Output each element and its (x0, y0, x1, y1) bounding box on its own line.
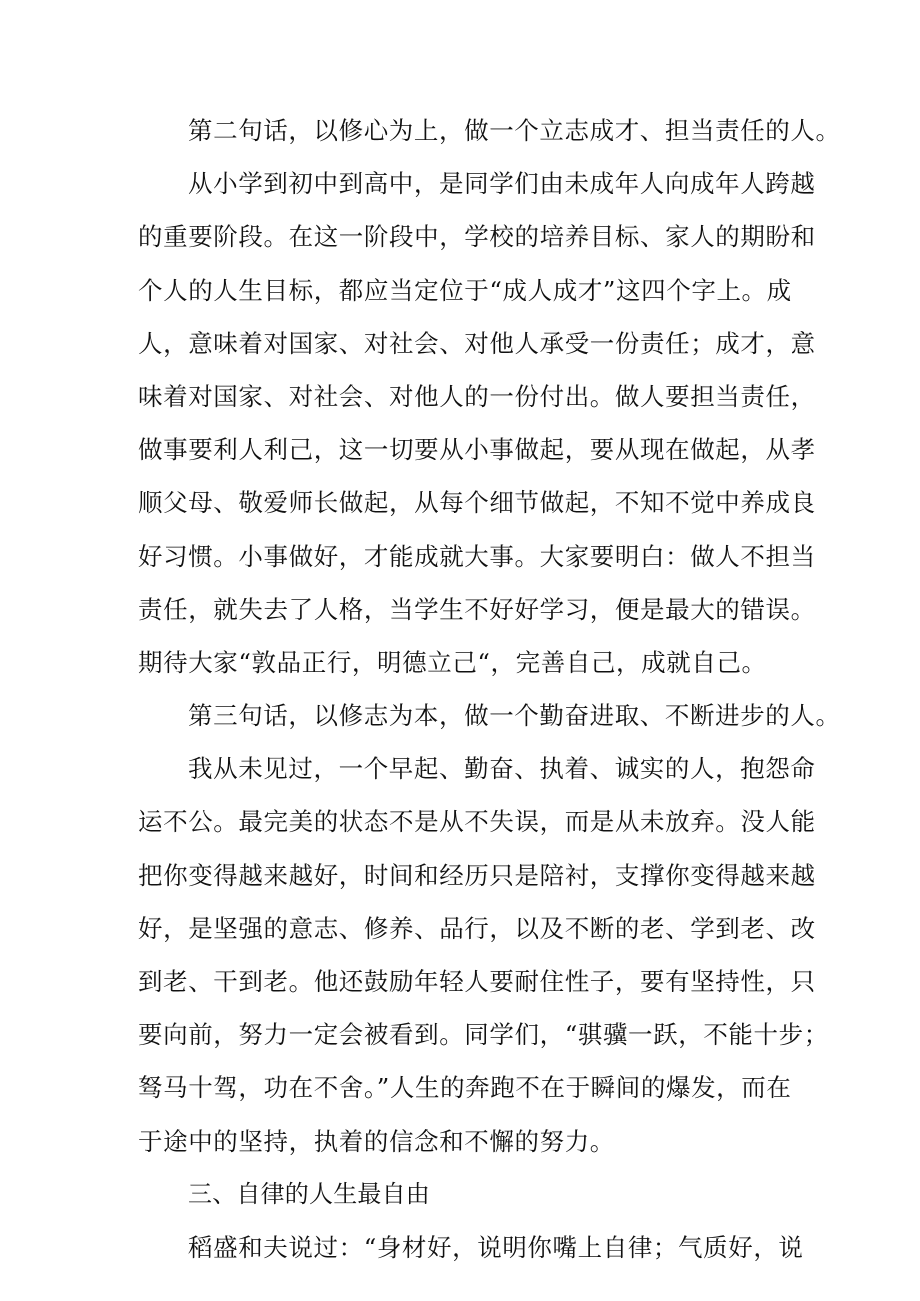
paragraph-line: 第三句话，以修志为本，做一个勤奋进取、不断进步的人。 (188, 701, 841, 731)
paragraph-line: 稻盛和夫说过：“身材好，说明你嘴上自律；气质好，说 (188, 1232, 804, 1262)
section-heading: 三、自律的人生最自由 (188, 1179, 430, 1208)
paragraph-line: 做事要利人利己，这一切要从小事做起，要从现在做起，从孝 (138, 435, 816, 465)
paragraph-line: 把你变得越来越好，时间和经历只是陪衬，支撑你变得越来越 (138, 860, 816, 890)
paragraph-line: 从小学到初中到高中，是同学们由未成年人向成年人跨越 (188, 169, 816, 199)
paragraph-line: 味着对国家、对社会、对他人的一份付出。做人要担当责任， (138, 381, 816, 411)
document-body (138, 104, 841, 1274)
paragraph-line: 要向前，努力一定会被看到。同学们，“骐骥一跃，不能十步； (138, 1020, 829, 1050)
paragraph-line: 于途中的坚持，执着的信念和不懈的努力。 (138, 1126, 615, 1156)
paragraph-line: 驽马十驾，功在不舍。”人生的奔跑不在于瞬间的爆发，而在 (138, 1073, 792, 1103)
paragraph-line: 的重要阶段。在这一阶段中，学校的培养目标、家人的期盼和 (138, 222, 816, 252)
paragraph-line: 责任，就失去了人格，当学生不好好学习，便是最大的错误。 (138, 594, 816, 624)
paragraph-line: 我从未见过，一个早起、勤奋、执着、诚实的人，抱怨命 (188, 754, 816, 784)
paragraph-line: 个人的人生目标，都应当定位于“成人成才”这四个字上。成 (138, 275, 792, 305)
paragraph-line: 人，意味着对国家、对社会、对他人承受一份责任；成才，意 (138, 328, 816, 358)
paragraph-line: 期待大家“敦品正行，明德立己“，完善自己，成就自己。 (138, 647, 767, 677)
paragraph-line: 好习惯。小事做好，才能成就大事。大家要明白：做人不担当 (138, 541, 816, 571)
paragraph-line: 第二句话，以修心为上，做一个立志成才、担当责任的人。 (188, 116, 841, 145)
paragraph-line: 运不公。最完美的状态不是从不失误，而是从未放弃。没人能 (138, 807, 816, 837)
paragraph-line: 顺父母、敬爱师长做起，从每个细节做起，不知不觉中养成良 (138, 488, 816, 518)
paragraph-line: 好，是坚强的意志、修养、品行，以及不断的老、学到老、改 (138, 913, 816, 943)
paragraph-line: 到老、干到老。他还鼓励年轻人要耐住性子，要有坚持性，只 (138, 967, 816, 996)
